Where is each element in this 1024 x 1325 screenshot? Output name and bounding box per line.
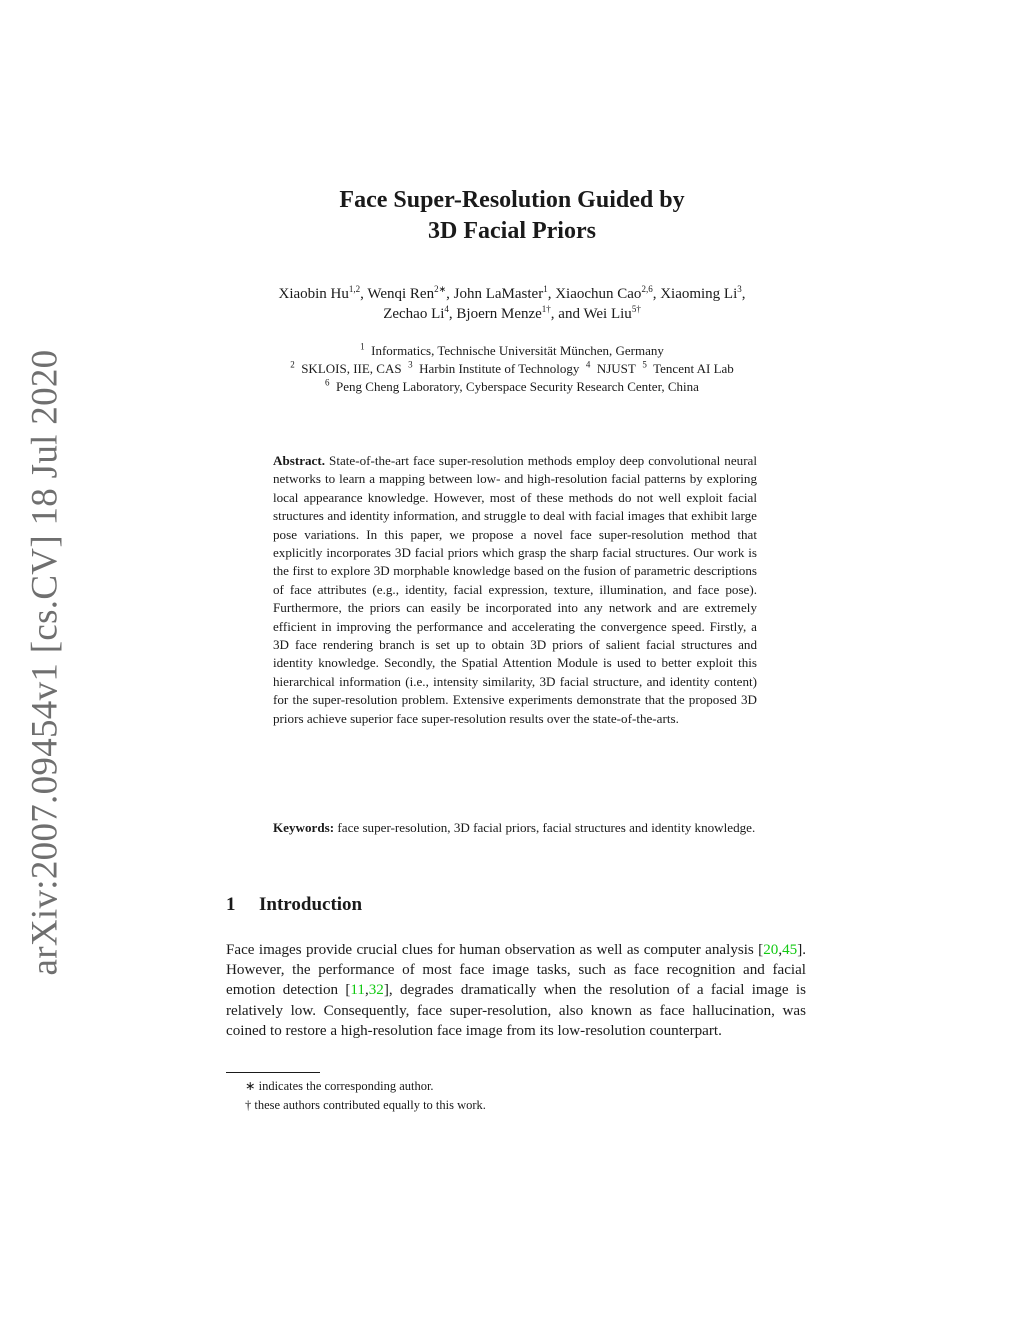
affil-text: NJUST xyxy=(596,361,636,376)
affiliation-line-3 xyxy=(0,378,1024,396)
author-affil-sup: 1† xyxy=(541,304,551,314)
footnote-mark: ∗ xyxy=(245,1079,256,1093)
title-line-2: 3D Facial Priors xyxy=(428,218,596,244)
citation-link[interactable]: 32 xyxy=(368,982,384,999)
footnote-text: indicates the corresponding author. xyxy=(258,1079,434,1093)
author-line-2: Zechao Li$^4$, Bjoern Menze$^{1\dagger}$, and Wei Liu$^{5\dagger}$ xyxy=(383,304,641,322)
affiliation-line-2 xyxy=(0,360,1024,378)
author-affil-sup: 2,6 xyxy=(641,284,653,294)
citation-link[interactable]: 20 xyxy=(763,942,779,958)
affiliation-list xyxy=(0,342,1024,396)
author-affil-sup: 3 xyxy=(737,284,742,294)
citation-link[interactable]: 45 xyxy=(782,942,798,958)
author-name: Wei Liu xyxy=(583,306,632,322)
author-affil-sup: 5† xyxy=(631,304,641,314)
affil-number: 1 xyxy=(360,341,365,352)
author-name: Wenqi Ren xyxy=(367,286,435,302)
affiliation-line-1 xyxy=(0,342,1024,360)
affil-text: Informatics, Technische Universität München, Germany xyxy=(371,343,664,358)
section-heading-introduction xyxy=(226,894,362,916)
author-name: Bjoern Menze xyxy=(456,306,542,322)
author-list xyxy=(0,284,1024,324)
affil-text: Harbin Institute of Technology xyxy=(419,361,580,376)
arxiv-identifier-text: arXiv:2007.09454v1 [cs.CV] 18 Jul 2020 xyxy=(24,349,66,976)
affil-number: 4 xyxy=(585,359,591,370)
abstract-label: Abstract. xyxy=(273,453,325,468)
section-number: 1 xyxy=(226,894,236,915)
author-affil-sup: 4 xyxy=(444,304,449,314)
footnote-text: these authors contributed equally to this work. xyxy=(254,1098,486,1112)
affil-number: 6 xyxy=(325,377,330,388)
introduction-paragraph xyxy=(226,940,806,1041)
author-affil-sup: 1,2 xyxy=(348,284,361,294)
footnote-mark: † xyxy=(245,1098,252,1112)
citation-link[interactable]: 11 xyxy=(350,982,365,999)
footnotes xyxy=(245,1077,486,1115)
abstract-text: State-of-the-art face super-resolution methods employ deep convolutional neural networks to learn a mapping between low- and high-resolution facial patterns by exploring local appearance knowledge. However, most of these methods do not well exploit facial structures and identity information, and struggle to deal with facial images that exhibit large pose variations. In this paper, we propose a novel face super-resolution method that explicitly incorporates 3D facial priors which grasp the sharp facial structures. Our work is the first to explore 3D morphable knowledge based on the fusion of parametric descriptions of face attributes (e.g., identity, facial expression, texture, illumination, and face pose). Furthermore, the priors can easily be incorporated into any network and are extremely efficient in improving the performance and accelerating the convergence speed. Firstly, a 3D face rendering branch is set up to obtain 3D priors of salient facial structures and identity knowledge. Secondly, the Spatial Attention Module is used to better exploit this hierarchical information (i.e., intensity similarity, 3D facial structure, and identity content) for the super-resolution problem. Extensive experiments demonstrate that the proposed 3D priors achieve superior face super-resolution results over the state-of-the-arts. xyxy=(273,453,757,726)
author-affil-sup: 2∗ xyxy=(434,284,447,294)
author-name: Zechao Li xyxy=(383,306,445,322)
affil-number: 3 xyxy=(408,359,413,370)
citation-separator: , xyxy=(364,982,369,999)
affil-number: 5 xyxy=(642,359,647,370)
author-affil-sup: 1 xyxy=(543,284,548,294)
author-line-1: Xiaobin Hu$^{1,2}$, Wenqi Ren$^{2∗}$, John LaMaster$^1$, Xiaochun Cao$^{2,6}$, Xiaoming Li$^3$, xyxy=(278,284,746,302)
title-line-1: Face Super-Resolution Guided by xyxy=(339,187,685,213)
affil-number: 2 xyxy=(290,359,295,370)
affil-text: Peng Cheng Laboratory, Cyberspace Security Research Center, China xyxy=(336,379,699,394)
keywords-text: face super-resolution, 3D facial priors, facial structures and identity knowledge. xyxy=(337,820,756,835)
author-name: Xiaochun Cao xyxy=(555,286,642,302)
intro-text-3: ], degrades dramatically when the resolution of a facial image is relatively low. Consequently, face super-resolution, also known as face hallucination, was coined to restore a high-resolution face image from its low-resolution counterpart. xyxy=(226,982,806,1039)
footnote-divider xyxy=(226,1072,320,1073)
author-name: John LaMaster xyxy=(453,286,544,302)
paper-title xyxy=(0,185,1024,247)
section-title: Introduction xyxy=(259,894,363,915)
intro-text-1: Face images provide crucial clues for human observation as well as computer analysis [ xyxy=(226,942,764,958)
author-name: Xiaobin Hu xyxy=(278,286,349,302)
affil-text: Tencent AI Lab xyxy=(653,361,734,376)
footnote-corresponding xyxy=(245,1077,486,1096)
affil-text: SKLOIS, IIE, CAS xyxy=(301,361,402,376)
intro-text-2: ]. However, the performance of most face image tasks, such as face recognition and facial emotion detection [ xyxy=(226,942,806,999)
abstract-block xyxy=(273,452,757,728)
keywords-label: Keywords: xyxy=(273,820,335,835)
keywords-block xyxy=(273,819,757,837)
footnote-equal-contribution xyxy=(245,1096,486,1115)
author-name: Xiaoming Li xyxy=(660,286,738,302)
citation-separator: , xyxy=(778,942,783,958)
